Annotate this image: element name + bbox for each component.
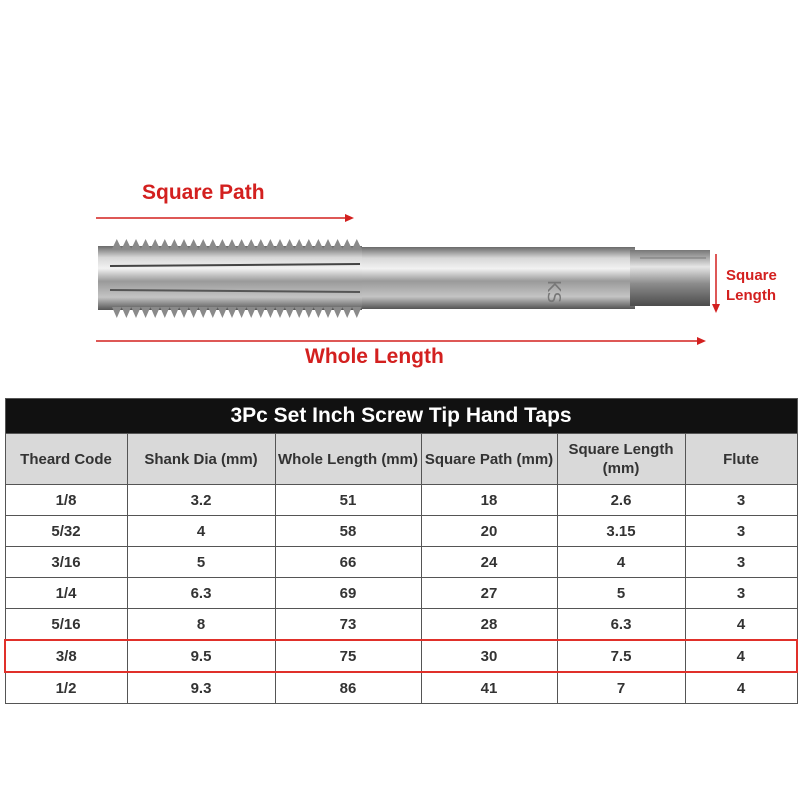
- table-cell: 7.5: [557, 640, 685, 672]
- table-cell: 3: [685, 547, 797, 578]
- thread-tooth: [275, 239, 285, 249]
- table-cell: 5: [127, 547, 275, 578]
- thread-tooth: [179, 239, 189, 249]
- table-cell: 4: [685, 609, 797, 641]
- thread-tooth: [112, 307, 122, 318]
- table-cell: 3/16: [5, 547, 127, 578]
- square-length-label-line2: Length: [726, 287, 776, 304]
- square-length-label-line1: Square: [726, 267, 777, 284]
- thread-tooth: [323, 307, 333, 318]
- table-cell: 41: [421, 672, 557, 704]
- table-cell: 8: [127, 609, 275, 641]
- thread-tooth: [304, 307, 314, 318]
- thread-tooth: [266, 307, 276, 318]
- table-cell: 3: [685, 485, 797, 516]
- table-cell: 58: [275, 516, 421, 547]
- table-row: [5, 516, 797, 547]
- square-path-label: Square Path: [142, 181, 265, 204]
- table-cell: 86: [275, 672, 421, 704]
- thread-tooth: [246, 239, 256, 249]
- thread-tooth: [160, 307, 170, 318]
- table-cell: 30: [421, 640, 557, 672]
- table-cell: 4: [557, 547, 685, 578]
- thread-tooth: [131, 239, 141, 249]
- thread-tooth: [352, 307, 362, 318]
- table-header-cell: Square Length (mm): [557, 434, 685, 485]
- table-row: [5, 609, 797, 641]
- table-cell: 9.5: [127, 640, 275, 672]
- thread-tooth: [189, 307, 199, 318]
- table-row: [5, 485, 797, 516]
- thread-tooth: [122, 307, 132, 318]
- table-cell: 1/8: [5, 485, 127, 516]
- thread-tooth: [170, 239, 180, 249]
- thread-tooth: [294, 239, 304, 249]
- thread-tooth: [198, 239, 208, 249]
- table-cell: 3/8: [5, 640, 127, 672]
- table-cell: 69: [275, 578, 421, 609]
- thread-tooth: [342, 307, 352, 318]
- table-cell: 4: [127, 516, 275, 547]
- thread-tooth: [266, 239, 276, 249]
- thread-tooth: [150, 239, 160, 249]
- table-cell: 24: [421, 547, 557, 578]
- thread-tooth: [141, 239, 151, 249]
- thread-tooth: [333, 239, 343, 249]
- thread-tooth: [208, 307, 218, 318]
- thread-tooth: [122, 239, 132, 249]
- thread-tooth: [218, 239, 228, 249]
- thread-tooth: [218, 307, 228, 318]
- spec-table: [4, 398, 798, 704]
- table-header-cell: Shank Dia (mm): [127, 434, 275, 485]
- thread-tooth: [285, 307, 295, 318]
- table-row: [5, 672, 797, 704]
- thread-tooth: [131, 307, 141, 318]
- thread-tooth: [304, 239, 314, 249]
- table-body: [5, 485, 797, 704]
- table-title: 3Pc Set Inch Screw Tip Hand Taps: [5, 399, 797, 434]
- table-cell: 66: [275, 547, 421, 578]
- thread-tooth: [198, 307, 208, 318]
- table-header-row: [5, 434, 797, 485]
- table-cell: 20: [421, 516, 557, 547]
- thread-tooth: [256, 307, 266, 318]
- table-cell: 9.3: [127, 672, 275, 704]
- thread-tooth: [285, 239, 295, 249]
- thread-tooth: [179, 307, 189, 318]
- table-cell: 18: [421, 485, 557, 516]
- thread-tooth: [141, 307, 151, 318]
- whole-length-label: Whole Length: [305, 345, 444, 368]
- table-cell: 4: [685, 640, 797, 672]
- table-cell: 1/2: [5, 672, 127, 704]
- thread-tooth: [246, 307, 256, 318]
- table-cell: 5/32: [5, 516, 127, 547]
- thread-tooth: [256, 239, 266, 249]
- thread-tooth: [352, 239, 362, 249]
- thread-tooth: [227, 239, 237, 249]
- table-row: [5, 578, 797, 609]
- table-cell: 2.6: [557, 485, 685, 516]
- svg-text:KS: KS: [543, 280, 564, 304]
- table-cell: 51: [275, 485, 421, 516]
- tap-shank: [360, 247, 635, 309]
- thread-tooth: [160, 239, 170, 249]
- table-cell: 27: [421, 578, 557, 609]
- thread-tooth: [112, 239, 122, 249]
- thread-tooth: [314, 239, 324, 249]
- table-header-cell: Flute: [685, 434, 797, 485]
- table-cell: 73: [275, 609, 421, 641]
- thread-tooth: [333, 307, 343, 318]
- thread-tooth: [314, 307, 324, 318]
- table-header-cell: Square Path (mm): [421, 434, 557, 485]
- thread-tooth: [237, 307, 247, 318]
- table-cell: 5/16: [5, 609, 127, 641]
- table-cell: 3.15: [557, 516, 685, 547]
- table-row: [5, 640, 797, 672]
- table-cell: 1/4: [5, 578, 127, 609]
- table-row: [5, 547, 797, 578]
- thread-tooth: [150, 307, 160, 318]
- table-cell: 6.3: [127, 578, 275, 609]
- table-cell: 3: [685, 516, 797, 547]
- square-length-label: [726, 266, 777, 306]
- thread-tooth: [237, 239, 247, 249]
- table-cell: 28: [421, 609, 557, 641]
- table-cell: 3: [685, 578, 797, 609]
- thread-tooth: [189, 239, 199, 249]
- table-header-cell: Theard Code: [5, 434, 127, 485]
- thread-tooth: [170, 307, 180, 318]
- thread-tooth: [275, 307, 285, 318]
- thread-tooth: [294, 307, 304, 318]
- thread-tooth: [208, 239, 218, 249]
- table-cell: 4: [685, 672, 797, 704]
- table-cell: 3.2: [127, 485, 275, 516]
- table-cell: 5: [557, 578, 685, 609]
- thread-tooth: [323, 239, 333, 249]
- table-cell: 6.3: [557, 609, 685, 641]
- thread-tooth: [342, 239, 352, 249]
- tap-thread-body: [98, 246, 362, 310]
- thread-tooth: [227, 307, 237, 318]
- table-header-cell: Whole Length (mm): [275, 434, 421, 485]
- table-cell: 75: [275, 640, 421, 672]
- table-cell: 7: [557, 672, 685, 704]
